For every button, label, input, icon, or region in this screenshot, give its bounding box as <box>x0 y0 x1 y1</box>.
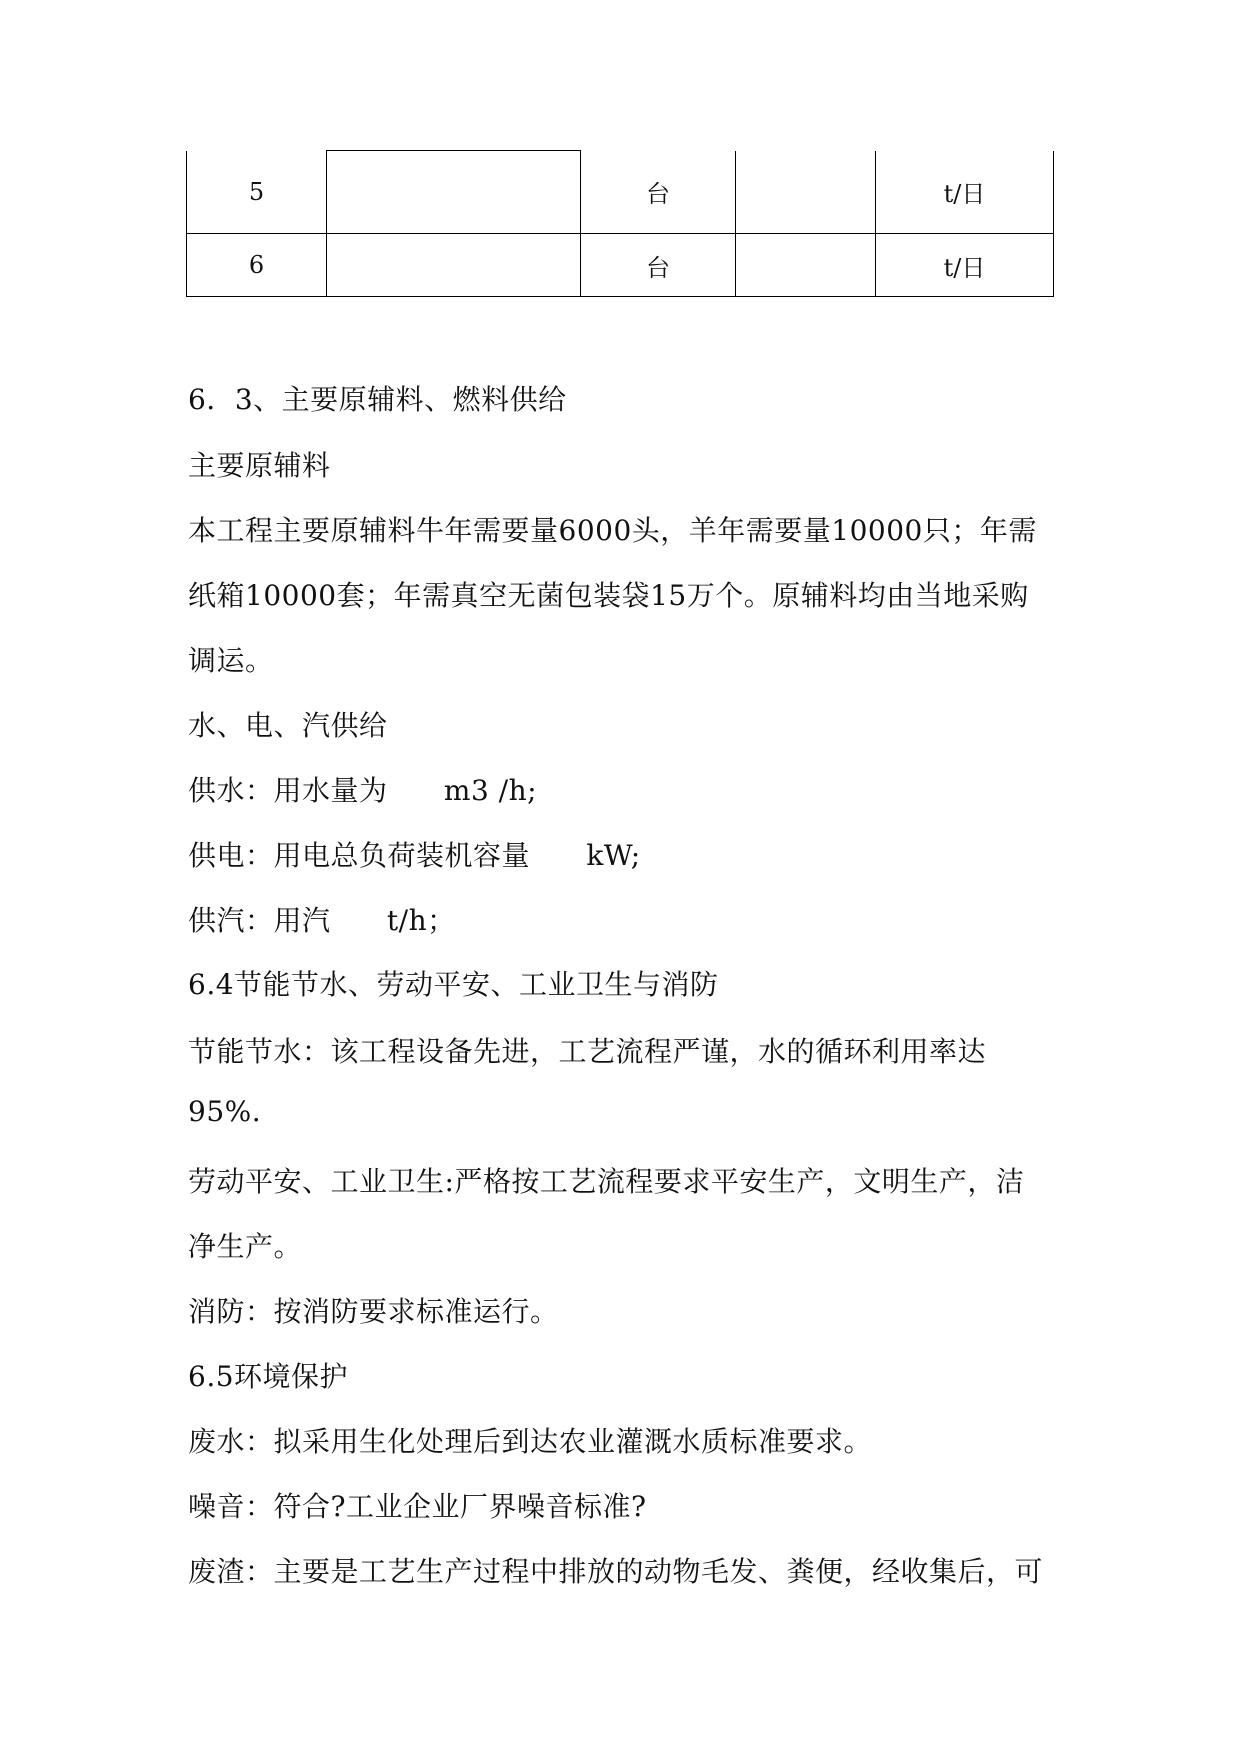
subheading: 主要原辅料 <box>188 449 331 482</box>
table-cell <box>327 234 581 297</box>
table-cell: t/日 <box>876 234 1054 297</box>
section-heading: 6．3、主要原辅料、燃料供给 <box>188 383 567 416</box>
paragraph-line: 废渣：主要是工艺生产过程中排放的动物毛发、粪便，经收集后，可 <box>188 1555 1044 1588</box>
table-cell <box>736 151 876 234</box>
table-cell: 台 <box>581 234 736 297</box>
paragraph-line: 纸箱10000套；年需真空无菌包装袋15万个。原辅料均由当地采购 <box>188 579 1029 612</box>
paragraph-line: 供电：用电总负荷装机容量 kW; <box>188 839 641 872</box>
table-cell: t/日 <box>876 151 1054 234</box>
paragraph-line: 净生产。 <box>188 1230 303 1263</box>
table-cell: 5 <box>187 151 327 234</box>
paragraph-line: 供汽：用汽 t/h； <box>188 904 456 937</box>
section-heading: 6.5环境保护 <box>188 1360 349 1393</box>
paragraph-line: 噪音：符合?工业企业厂界噪音标准? <box>188 1490 647 1523</box>
table-cell <box>736 234 876 297</box>
paragraph-line: 消防：按消防要求标准运行。 <box>188 1295 559 1328</box>
table-cell: 台 <box>581 151 736 234</box>
paragraph-line: 劳动平安、工业卫生:严格按工艺流程要求平安生产，文明生产，洁 <box>188 1165 1025 1198</box>
table-cell: 6 <box>187 234 327 297</box>
section-heading: 6.4节能节水、劳动平安、工业卫生与消防 <box>188 968 719 1001</box>
table-row <box>187 234 1054 297</box>
paragraph-line: 供水：用水量为 m3 /h; <box>188 774 538 807</box>
paragraph-line: 调运。 <box>188 644 274 677</box>
paragraph-line: 本工程主要原辅料牛年需要量6000头，羊年需要量10000只；年需 <box>188 514 1037 547</box>
equipment-table <box>186 150 1054 297</box>
subheading: 水、电、汽供给 <box>188 709 388 742</box>
table-cell <box>327 151 581 234</box>
paragraph-line: 废水：拟采用生化处理后到达农业灌溉水质标准要求。 <box>188 1425 873 1458</box>
paragraph-line: 95%. <box>188 1095 262 1128</box>
paragraph-line: 节能节水：该工程设备先进，工艺流程严谨，水的循环利用率达 <box>188 1035 987 1068</box>
table-row <box>187 151 1054 234</box>
